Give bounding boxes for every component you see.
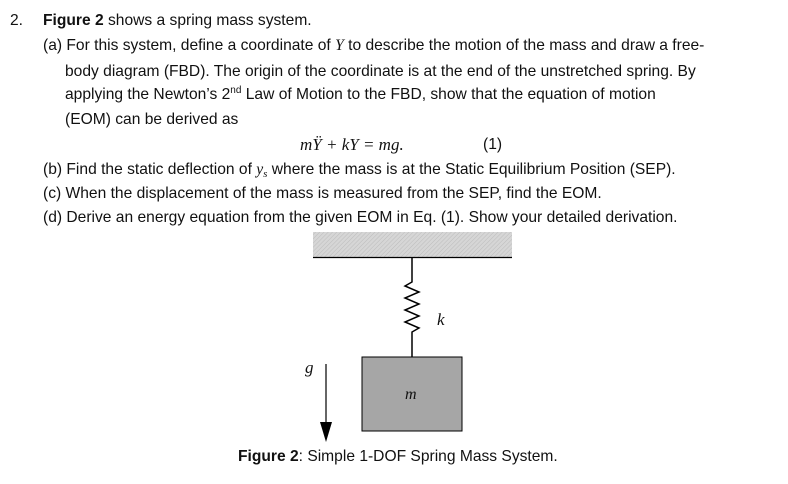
part-a-line-2: body diagram (FBD). The origin of the coordinate is at the end of the unstretched spring. By	[65, 63, 696, 80]
spring-constant-label: k	[437, 310, 445, 329]
problem-number: 2.	[10, 12, 24, 29]
caption-text: : Simple 1-DOF Spring Mass System.	[298, 448, 558, 465]
equation-number: (1)	[483, 136, 503, 153]
part-a-text-1a: For this system, define a coordinate of	[66, 37, 336, 54]
figure-caption	[238, 447, 558, 467]
static-deflection-subscript: s	[263, 168, 268, 180]
intro-text: shows a spring mass system.	[103, 12, 312, 29]
gravity-label: g	[305, 358, 314, 377]
part-d-label: (d)	[43, 209, 63, 226]
gravity-arrowhead	[320, 422, 332, 442]
part-a-line-4: (EOM) can be derived as	[65, 111, 239, 128]
figure-reference: Figure 2	[43, 12, 104, 29]
static-deflection-variable: y	[256, 161, 264, 178]
part-c-label: (c)	[43, 185, 62, 202]
part-a-text-3a: applying the Newton’s 2	[65, 86, 231, 103]
part-b-label: (b)	[43, 161, 63, 178]
part-c-text: When the displacement of the mass is measured from the SEP, find the EOM.	[65, 185, 602, 202]
part-a-text-1b: to describe the motion of the mass and draw a free-	[343, 37, 705, 54]
ground-support	[313, 232, 512, 257]
caption-figure-label: Figure 2	[238, 448, 299, 465]
part-a-label: (a)	[43, 37, 63, 54]
part-d-text: Derive an energy equation from the given EOM in Eq. (1). Show your detailed derivation.	[66, 209, 678, 226]
part-b-text-a: Find the static deflection of	[66, 161, 257, 178]
spring	[405, 258, 419, 357]
coordinate-variable: Y	[335, 37, 344, 54]
part-a-text-3b: Law of Motion to the FBD, show that the equation of motion	[241, 86, 656, 103]
ordinal-superscript: nd	[230, 85, 242, 96]
equation-of-motion: mŸ + kY = mg.	[300, 135, 404, 154]
part-b-text-b: where the mass is at the Static Equilibrium Position (SEP).	[267, 161, 676, 178]
mass-label: m	[405, 386, 417, 403]
